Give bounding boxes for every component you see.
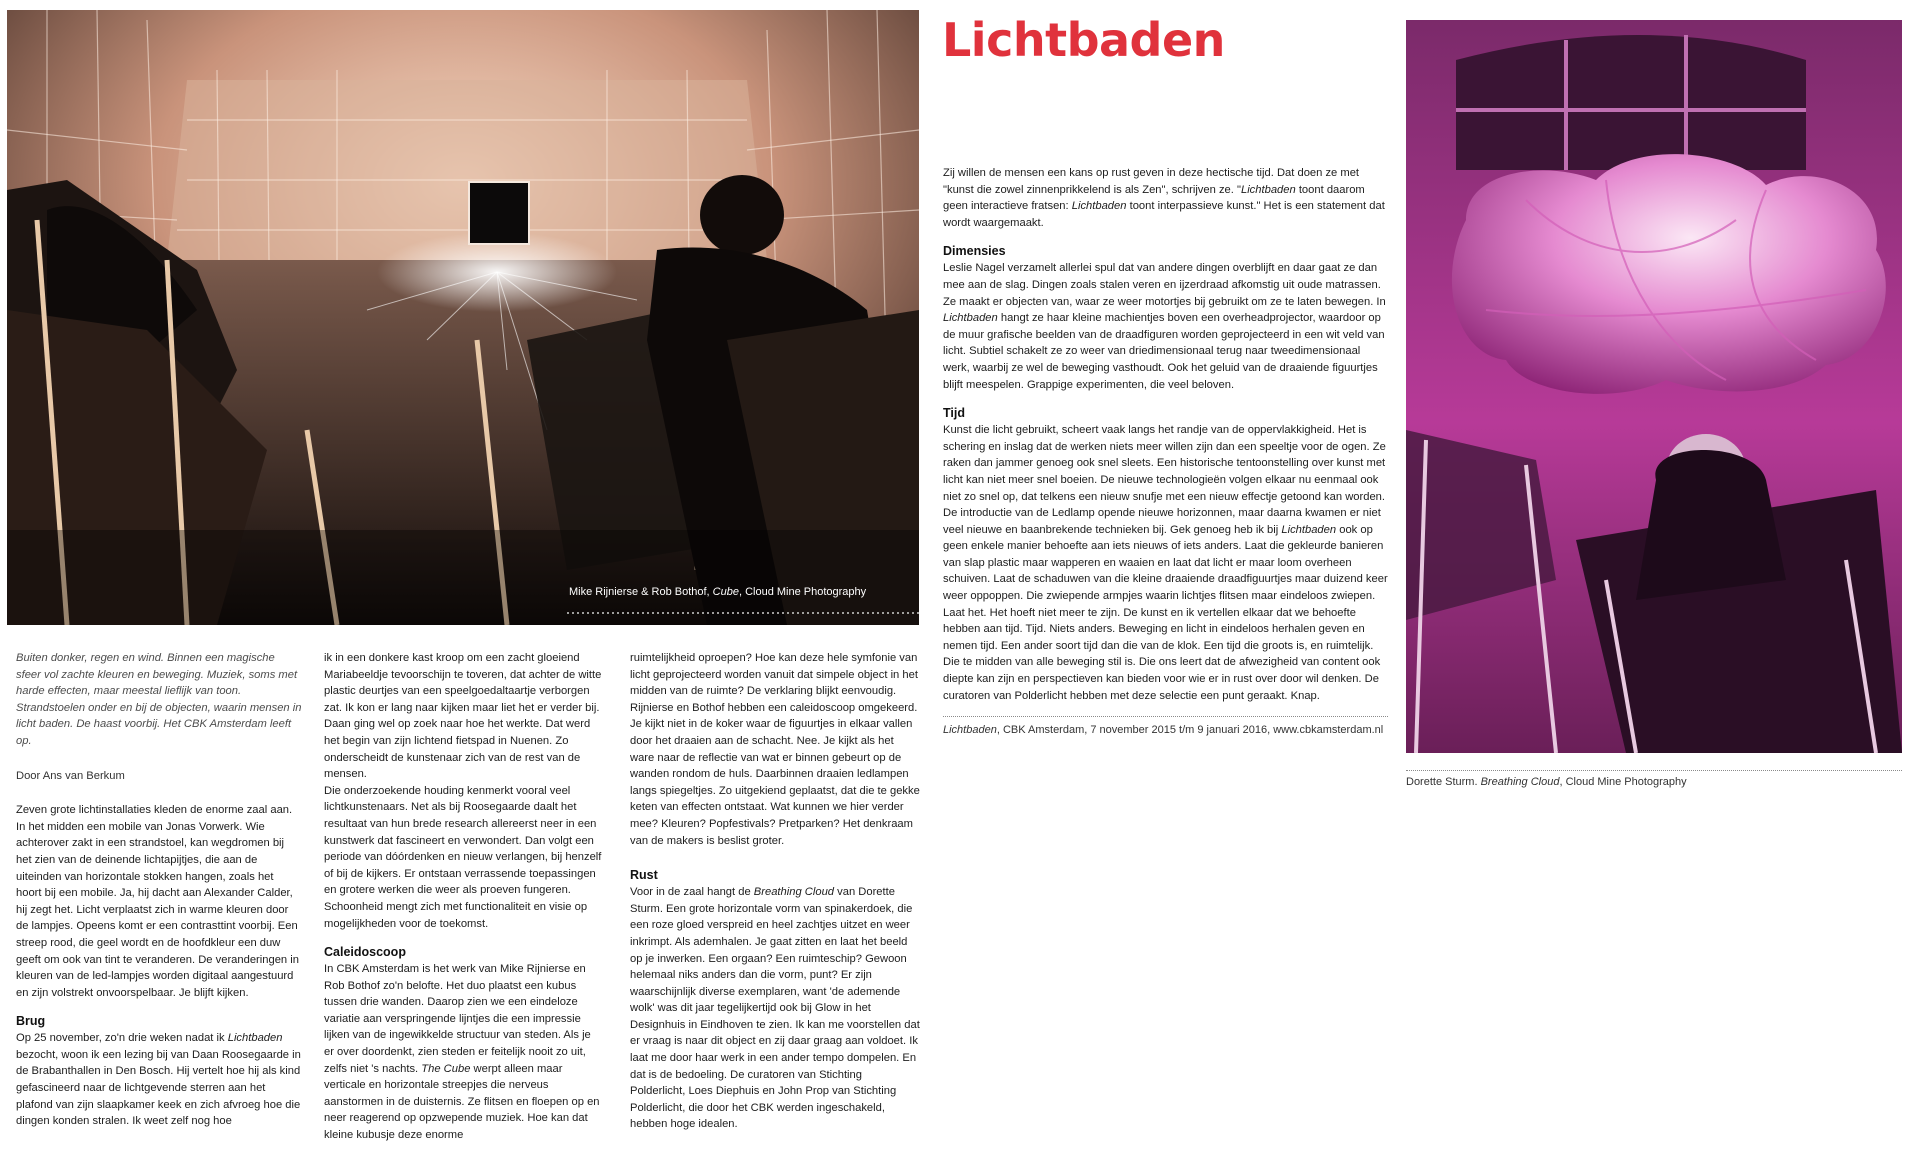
paragraph: ruimtelijkheid oproepen? Hoe kan deze hele symfonie van licht geprojecteerd worden vanuit dat simpele object in het midden van de ruimte? De verklaring blijkt eenvoudig. Rijnierse en Bothof hebben een caleidoscoop omgekeerd. Je kijkt niet in de koker waar de figuurtjes in elkaar vallen door het draaien aan de schacht. Nee. Je kijkt als het ware naar de reflectie van wat er binnen gebeurt op de wanden rondom de huls. Daarbinnen draaien ledlampen langs spiegeltjes. Zo uitgekiend geplaatst, dat die te gekke keten van effecten ontstaat. Wat kunnen we hier verder mee? Kleuren? Popfestivals? Pretparken? Het denkraam van de makers is beslist groter. [630, 652, 920, 847]
section-heading-rust: Rust [630, 868, 658, 883]
photo-cube-caption: Mike Rijnierse & Rob Bothof, Cube, Cloud Mine Photography [569, 586, 867, 598]
section-heading-dimensies: Dimensies [943, 244, 1006, 259]
byline: Door Ans van Berkum [16, 769, 125, 782]
breathing-cloud-illustration [1406, 20, 1902, 753]
text-column-3 [630, 650, 920, 1133]
section-heading-tijd: Tijd [943, 406, 965, 421]
cube-scene-illustration [7, 10, 919, 625]
photo-cube-installation [7, 10, 919, 625]
article-intro: Buiten donker, regen en wind. Binnen een magische sfeer vol zachte kleuren en beweging. Muziek, soms met harde effecten, maar meestal lieflijk van toon. Strandstoelen onder en bij de objecten, waarin mensen in licht baden. De haast voorbij. Het CBK Amsterdam leeft op. [16, 652, 302, 747]
paragraph: Leslie Nagel verzamelt allerlei spul dat van andere dingen overblijft en daar gaat ze dan mee aan de slag. Dingen zoals stalen veren en ijzerdraad afkomstig uit oude matrassen. Ze maakt er objecten van, waar ze weer motortjes bij gebruikt om ze te laten bewegen. In Lichtbaden hangt ze haar kleine machientjes boven een overheadprojector, waardoor op de muur grafische beelden van de draadfiguren worden geprojecteerd in een wit veld van licht. Subtiel schakelt ze zo weer van driedimensionaal terug naar tweedimensionaal werk, waarbij ze wel de beweging vasthoudt. Ook het geluid van de draaiende figuurtjes blijft meespelen. Grappige experimenten, die veel beloven. [943, 262, 1386, 391]
exhibition-info: Lichtbaden, CBK Amsterdam, 7 november 2015 t/m 9 januari 2016, www.cbkamsterdam.nl [943, 724, 1384, 737]
paragraph: Voor in de zaal hangt de Breathing Cloud van Dorette Sturm. Een grote horizontale vorm van spinakerdoek, die een roze gloed verspreid en heel zachtjes uitzet en weer inkrimpt. Als ademhalen. Je gaat zitten en laat het beeld op je inwerken. Een orgaan? Een ruimteschip? Gewoon helemaal niks anders dan die vorm, punt? Er zijn waarschijnlijk diverse exemplaren, want 'de ademende wolk' was dit jaar tegelijkertijd ook bij Glow in het Designhuis in Eindhoven te zien. Ik kan me voorstellen dat er vraag is naar dit object en zij daar graag aan voldoet. Ik laat me door haar werk in een ander tempo dompelen. En dat is de bedoeling. De curatoren van Stichting Polderlicht, Loes Diephuis en John Prop van Stichting Polderlicht, die door het CBK werden ingeschakeld, hebben hoge idealen. [630, 886, 920, 1131]
text-column-2 [324, 650, 602, 1144]
paragraph: Die onderzoekende houding kenmerkt vooral veel lichtkunstenaars. Net als bij Roosegaarde daalt het resultaat van hun brede research allereerst neer in een kunstwerk dat fascineert en verwondert. Dan volgt een periode van dóórdenken en nieuw verlangen, bij henzelf of bij de kijkers. Er ontstaan verrassende toepassingen en grotere werken die weer als proeven fungeren. Schoonheid mengt zich met functionaliteit en visie op mogelijkheden voor de toekomst. [324, 784, 602, 930]
photo-breathing-cloud [1406, 20, 1902, 753]
text-column-1 [16, 650, 302, 1130]
paragraph: Zij willen de mensen een kans op rust geven in deze hectische tijd. Dat doen ze met "kunst die zowel zinnenprikkelend is als Zen", schrijven ze. "Lichtbaden toont daarom geen interactieve fratsen: Lichtbaden toont interpassieve kunst." Het is een statement dat wordt waargemaakt. [943, 167, 1385, 229]
article-title: Lichtbaden [942, 13, 1225, 67]
paragraph: ik in een donkere kast kroop om een zacht gloeiend Mariabeeldje tevoorschijn te toveren, dat achter de witte plastic deurtjes van een speelgoedaltaartje verborgen zat. Ik kon er lang naar kijken maar liet het er verder bij. Daan ging wel op zoek naar hoe het werkte. Dat werd het begin van zijn lichtend fietspad in Nuenen. Zo onderscheidt de kunstenaar zich van de rest van de mensen. [324, 652, 602, 781]
paragraph: In CBK Amsterdam is het werk van Mike Rijnierse en Rob Bothof zo'n belofte. Het duo plaatst een kubus tussen drie wanden. Daarop zien we een eindeloze variatie aan verspringende lijntjes die een impressie lijken van de ingewikkelde structuur van steden. Als je er over doordenkt, zien steden er feitelijk nooit zo uit, zelfs niet 's nachts. The Cube werpt alleen maar verticale en horizontale streepjes die nerveus aanstormen in de duisternis. Ze flitsen en floepen op en neer reagerend op opzwepende muziek. Hoe kan dat kleine kubusje deze enorme [324, 963, 600, 1142]
paragraph: Op 25 november, zo'n drie weken nadat ik Lichtbaden bezocht, woon ik een lezing bij van Daan Roosegaarde in de Brabanthallen in Den Bosch. Hij vertelt hoe hij als kind gefascineerd naar de lichtgevende sterren aan het plafond van zijn slaapkamer keek en zich afvroeg hoe die dingen konden stralen. Ik weet zelf nog hoe [16, 1032, 301, 1128]
photo-cloud-caption: Dorette Sturm. Breathing Cloud, Cloud Mine Photography [1406, 776, 1687, 788]
paragraph: Kunst die licht gebruikt, scheert vaak langs het randje van de oppervlakkigheid. Het is schering en inslag dat de werken niets meer willen zijn dan een speeltje voor de ogen. Ze raken dan jammer genoeg ook snel sleets. Een historische tentoonstelling over kunst met licht kan niet meer snel boeien. De nieuwe technologieën volgen elkaar nu eenmaal ook niet zo snel op, dat telkens een nieuw snufje met een nieuw effectje getoond kan worden. De introductie van de Ledlamp opende nieuwe horizonnen, maar daarna kwamen er niet veel nieuwe en baanbrekende technieken bij. Gek genoeg heb ik bij Lichtbaden ook op geen enkele manier behoefte aan iets nieuws of iets anders. Laat die gekleurde banieren van slap plastic maar wapperen en waaien en laat dat licht er maar loom overheen schuiven. Laat de schaduwen van die kleine draaiende draadfiguurtjes maar duizend keer weer oppoppen. Die zwiepende armpjes waarin lichtjes flitsen maar eindeloos zwiepen. Laat het. Het hoeft niet meer te zijn. De kunst en ik vertellen elkaar dat we behoefte hebben aan tijd. Tijd. Niets anders. Beweging en licht in eindeloos herhalen geven en nemen tijd. Een ander soort tijd dan die van de klok. Een tijd die groots is, en ruimtelijk. Die te midden van alle beweging stil is. Die ons leert dat de afwezigheid van content ook diepte kan zijn en perspectieven kan bieden voor wie er in rust over door wil denken. De curatoren van Polderlicht hebben met deze selectie een punt geraakt. Knap. [943, 424, 1388, 702]
caption-rule [1406, 770, 1902, 771]
text-column-4 [943, 165, 1388, 738]
section-heading-caleidoscoop: Caleidoscoop [324, 945, 406, 960]
paragraph: Zeven grote lichtinstallaties kleden de enorme zaal aan. In het midden een mobile van Jonas Vorwerk. Wie achterover zakt in een strandstoel, kan wegdromen bij het zien van de deinende lichtapijtjes, die aan de uiteinden van horizontale stokken hangen, zoals het hoort bij een mobile. Ja, hij dacht aan Alexander Calder, hij zegt het. Licht verplaatst zich in warme kleuren door de lampjes. Opeens komt er een contrasttint voorbij. Een streep rood, die geel wordt en de hoofdkleur een duw geeft om ook van tint te veranderen. De veranderingen in kleuren van de led-lampjes worden digitaal aangestuurd en zijn volstrekt onvoorspelbaar. Je blijft kijken. [16, 804, 299, 999]
section-heading-brug: Brug [16, 1014, 46, 1029]
